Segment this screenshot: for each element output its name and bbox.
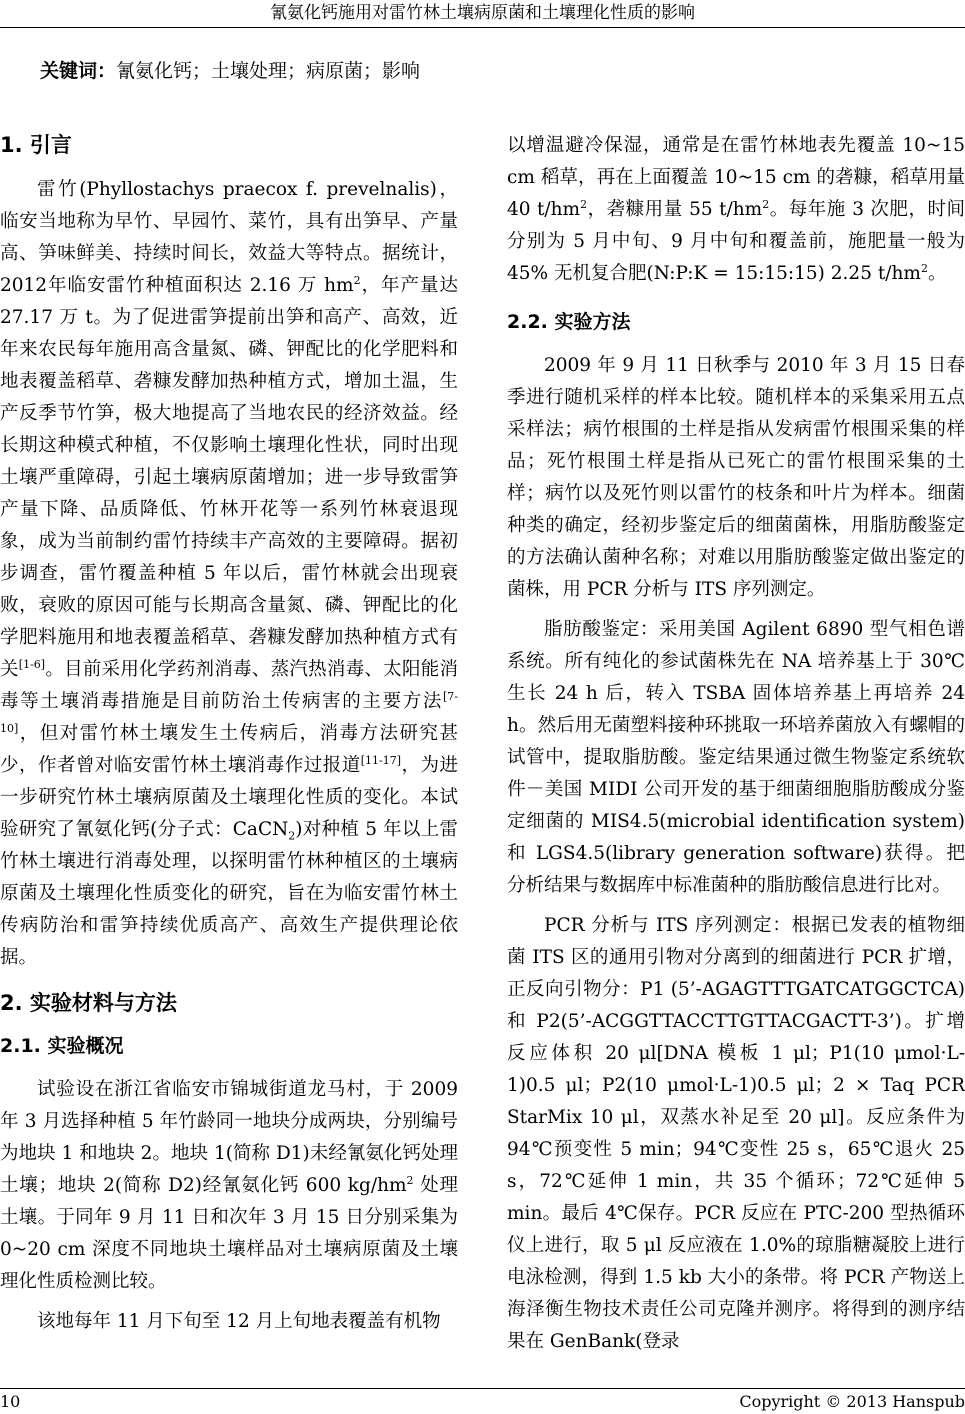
methods-heading: 2. 实验材料与方法 (0, 991, 177, 1015)
section-2-2-paragraph-2: 脂肪酸鉴定：采用美国 Agilent 6890 型气相色谱系统。所有纯化的参试菌株先在 NA 培养基上于 30℃生长 24 h 后，转入 TSBA 固体培养基上再培养 24 h。然后用无菌塑料接种环挑取一环培养菌放入有螺帽的试管中，提取脂肪酸。鉴定结果通过微生物鉴定系统软件－美国 MIDI 公司开发的基于细菌细胞脂肪酸成分鉴定细菌的 MIS4.5(microbial identification system)和 LGS4.5(library generation software)获得。把分析结果与数据库中标准菌种的脂肪酸信息进行比对。 (507, 619, 965, 896)
section-2-1-continued (507, 130, 965, 290)
right-text-d: 。 (927, 263, 947, 284)
intro-text-c: 。目前采用化学药剂消毒、蒸汽热消毒、太阳能消毒等土壤消毒措施是目前防治土传病害的主要方法 (0, 659, 458, 712)
copyright-notice: Copyright © 2013 Hanspub (739, 1392, 965, 1411)
right-text-c: 。每年施 3 次肥，时间分别为 5 月中旬、9 月中旬和覆盖前，施肥量一般为 45% 无机复合肥(N:P:K = 15:15:15) 2.25 t/hm (507, 199, 965, 284)
intro-text-b: ，年产量达 27.17 万 t。为了促进雷笋提前出笋和高产、高效，近年来农民每年施用高含量氮、磷、钾配比的化学肥料和地表覆盖稻草、砻糠发酵加热种植方式，增加土温，生产反季节竹笋，极大地提高了当地农民的经济效益。经长期这种模式种植，不仅影响土壤理化性状，同时出现土壤严重障碍，引起土壤病原菌增加；进一步导致雷笋产量下降、品质降低、竹林开花等一系列竹林衰退现象，成为当前制约雷竹持续丰产高效的主要障碍。据初步调查，雷竹覆盖种植 5 年以后，雷竹林就会出现衰败，衰败的原因可能与长期高含量氮、磷、钾配比的化学肥料施用和地表覆盖稻草、砻糠发酵加热种植方式有关 (0, 275, 458, 680)
right-text-b: ，砻糠用量 55 t/hm (587, 199, 763, 220)
intro-paragraph (0, 174, 458, 974)
section-2-1-heading: 2.1. 实验概况 (0, 1035, 124, 1057)
right-sup-3: 2 (920, 261, 928, 275)
footer-rule (0, 1388, 965, 1389)
right-sup-2: 2 (762, 197, 770, 211)
keywords-line (40, 58, 420, 84)
intro-text-e: ，为进一步研究竹林土壤病原菌及土壤理化性质的变化。本试验研究了氰氨化钙(分子式：CaCN (0, 755, 458, 840)
page-number: 10 (0, 1392, 21, 1411)
citation-11-17: [11-17] (360, 753, 402, 767)
section-2-2-paragraph-3: PCR 分析与 ITS 序列测定：根据已发表的植物细菌 ITS 区的通用引物对分离到的细菌进行 PCR 扩增，正反向引物分：P1 (5’-AGAGTTTGATCATGGCTCA) 和 P2(5’-ACGGTTACCTTGTTACGACTT-3’)。扩增反应体积 20 μl[DNA 模板 1 μl；P1(10 μmol·L-1)0.5 μl；P2(10 μmol·L-1)0.5 μl；2 × Taq PCR StarMix 10 μl，双蒸水补足至 20 μl]。反应条件为 94℃预变性 5 min；94℃变性 25 s，65℃退火 25 s，72℃延伸 1 min，共 35 个循环；72℃延伸 5 min。最后 4℃保存。PCR 反应在 PTC-200 型热循环仪上进行，取 5 μl 反应液在 1.0%的琼脂糖凝胶上进行电泳检测，得到 1.5 kb 大小的条带。将 PCR 产物送上海泽衡生物技术责任公司克隆并测序。将得到的测序结果在 GenBank(登录 (507, 915, 965, 1352)
section-2-2-paragraph-1: 2009 年 9 月 11 日秋季与 2010 年 3 月 15 日春季进行随机采样的样本比较。随机样本的采集采用五点采样法；病竹根围的土样是指从发病雷竹根围采集的样品；死竹根围土样是指从已死亡的雷竹根围采集的土样；病竹以及死竹则以雷竹的枝条和叶片为样本。细菌种类的确定，经初步鉴定后的细菌菌株，用脂肪酸鉴定的方法确认菌种名称；对难以用脂肪酸鉴定做出鉴定的菌株，用 PCR 分析与 ITS 序列测定。 (507, 355, 965, 600)
intro-text-f: )对种植 5 年以上雷竹林土壤进行消毒处理，以探明雷竹林种植区的土壤病原菌及土壤理化性质变化的研究，旨在为临安雷竹林土传病防治和雷笋持续优质高产、高效生产提供理论依据。 (0, 819, 459, 968)
right-text-a: 以增温避冷保湿，通常是在雷竹林地表先覆盖 10~15 cm 稻草，再在上面覆盖 10~15 cm 的砻糠，稻草用量 40 t/hm (507, 135, 965, 220)
citation-7-10: [7-10] (0, 689, 458, 735)
keywords-label: 关键词： (40, 60, 117, 82)
s21-text-b: 处理土壤。于同年 9 月 11 日和次年 3 月 15 日分别采集为 0~20 cm 深度不同地块土壤样品对土壤病原菌及土壤理化性质检测比较。 (0, 1175, 458, 1292)
keywords-text: 氰氨化钙；土壤处理；病原菌；影响 (116, 60, 421, 82)
right-sup-1: 2 (580, 197, 588, 211)
s21-text-a: 试验设在浙江省临安市锦城街道龙马村，于 2009 年 3 月选择种植 5 年竹龄同一地块分成两块，分别编号为地块 1 和地块 2。地块 1(简称 D1)未经氰氨化钙处理土壤；地块 2(简称 D2)经氰氨化钙 600 kg/hm (0, 1079, 458, 1196)
s21-sup: 2 (406, 1173, 414, 1187)
right-column (507, 130, 965, 1358)
sup-hm: 2 (353, 273, 361, 287)
citation-1-6: [1-6] (18, 657, 46, 671)
left-column (0, 130, 458, 1338)
intro-text-a: 雷竹(Phyllostachys praecox f. prevelnalis)，临安当地称为早竹、早园竹、菜竹，具有出笋早、产量高、笋味鲜美、持续时间长，效益大等特点。据统计，2012年临安雷竹种植面积达 2.16 万 hm (0, 179, 458, 296)
section-2-2-heading: 2.2. 实验方法 (507, 311, 631, 333)
sub-cacn: 2 (288, 829, 296, 843)
running-title: 氰氨化钙施用对雷竹林土壤病原菌和土壤理化性质的影响 (270, 3, 695, 23)
header-rule (0, 27, 965, 28)
intro-heading: 1. 引言 (0, 133, 72, 157)
section-2-1-paragraph-2: 该地每年 11 月下旬至 12 月上旬地表覆盖有机物 (37, 1311, 441, 1332)
intro-text-d: ，但对雷竹林土壤发生土传病后，消毒方法研究甚少，作者曾对临安雷竹林土壤消毒作过报道 (0, 723, 458, 776)
section-2-1-paragraph-1 (0, 1074, 458, 1298)
